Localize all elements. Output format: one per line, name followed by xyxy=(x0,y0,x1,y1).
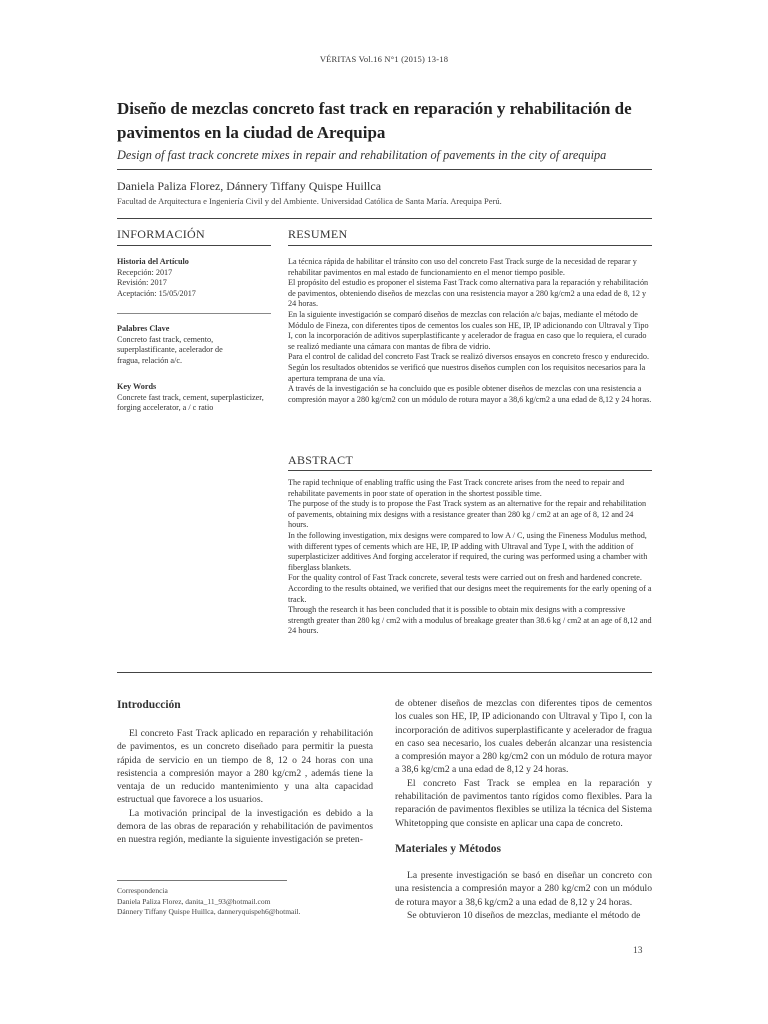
journal-header: VÉRITAS Vol.16 N°1 (2015) 13-18 xyxy=(319,54,449,64)
abstract-end-divider xyxy=(117,672,652,673)
methods-paragraph: Se obtuvieron 10 diseños de mezclas, mediante el método de xyxy=(407,909,641,921)
intro-right-column xyxy=(395,697,652,830)
abstract-paragraph: Through the research it has been concluded that it is possible to obtain mix designs with a compressive strength greater than 280 kg / cm2 with a modulus of breakage greater than 38.6 kg / cm2 at an age of 8,12 and 24 hours. xyxy=(288,605,652,636)
history-accepted: Aceptación: 15/05/2017 xyxy=(117,288,196,298)
methods-heading: Materiales y Métodos xyxy=(395,843,502,855)
authors: Daniela Paliza Florez, Dánnery Tiffany Quispe Huillca xyxy=(117,179,382,193)
intro-paragraph: El concreto Fast Track aplicado en reparación y rehabilitación de pavimentos, es un concreto diseñado para permitir la puesta rápida de servicio en un tiempo de 8, 12 o 24 horas con una resistencia a compresión mayor a 280 kg/cm2 , además tiene la ventaja de un reducido mantenimiento y una alta capacidad estructual que favorece a los usuarios. xyxy=(117,728,373,806)
resumen-paragraph: El propósito del estudio es proponer el sistema Fast Track como alternativa para la reparación y rehabilitación de pavimentos, obteniendo diseños de mezclas con una resistencia mayor a 280 kg/cm2 a una edad de 8, 12 y 24 horas. xyxy=(288,278,649,309)
intro-heading: Introducción xyxy=(117,699,181,711)
article-history xyxy=(117,257,271,299)
keywords-en-title: Key Words xyxy=(117,382,157,391)
keywords-es-text: Concreto fast track, cemento, superplastificante, acelerador de fragua, relación a/c. xyxy=(117,334,223,365)
abstract-body xyxy=(288,478,652,637)
footnote-label: Correspondencia xyxy=(117,886,168,895)
abstract-paragraph: The rapid technique of enabling traffic using the Fast Track concrete arises from the need to repair and rehabilitate pavements in poor state of operation in the shortest possible time. xyxy=(288,478,625,498)
article-title: Diseño de mezclas concreto fast track en reparación y rehabilitación de pavimentos en la ciudad de Arequipa xyxy=(117,99,632,142)
intro-paragraph: El concreto Fast Track se emplea en la reparación y rehabilitación de pavimentos tanto rígidos como flexibles. Para la reparación de pavimentos flexibles se utiliza la técnica del Sistema Whitetopping que consiste en aplicar una capa de concreto. xyxy=(395,777,652,829)
footnote-author-2: Dánnery Tiffany Quispe Huillca, danneryquispeh6@hotmail. xyxy=(117,907,301,916)
resumen-body xyxy=(288,257,652,405)
page-number: 13 xyxy=(633,946,643,956)
resumen-heading: RESUMEN xyxy=(288,227,348,241)
keywords-en xyxy=(117,382,271,414)
keywords-es-title: Palabres Clave xyxy=(117,324,170,333)
abstract-paragraph: For the quality control of Fast Track concrete, several tests were carried out on fresh and hardened concrete. According to the results obtained, we verified that our designs meet the requirements for the early opening of a track. xyxy=(288,573,652,604)
resumen-paragraph: A través de la investigación se ha concluido que es posible obtener diseños de mezclas con una resistencia a compresión mayor a 280 kg/cm2 con un módulo de rotura mayor a 38,6 kg/cm2 a una edad de 8,12 y 24 horas. xyxy=(288,384,652,404)
footnote-divider xyxy=(117,880,287,881)
keywords-es xyxy=(117,324,247,366)
keywords-en-text: Concrete fast track, cement, superplasticizer, forging accelerator, a / c ratio xyxy=(117,392,264,413)
history-title: Historia del Artículo xyxy=(117,257,189,266)
methods-body xyxy=(395,869,652,922)
intro-paragraph: de obtener diseños de mezclas con diferentes tipos de cementos los cuales son HE, IP, IP adicionando con Ultraval y Tipo I, con la incorporación de aditivos superplastificante y acelerador de fragua en caso sea necesario, los cuales deberán alcanzar una resistencia a compresión mayor a 280 kg/cm2 con un módulo de rotura mayor a 38,6 kg/cm2 a una edad de 8,12 y 24 horas. xyxy=(395,698,652,776)
intro-left-column xyxy=(117,727,373,847)
resumen-paragraph: La técnica rápida de habilitar el tránsito con uso del concreto Fast Track surge de la necesidad de reparar y rehabilitar pavimentos en mal estado de funcionamiento en el menor tiempo posible. xyxy=(288,257,637,277)
history-divider xyxy=(117,313,271,314)
footnote xyxy=(117,886,373,918)
affiliation: Facultad de Arquitectura e Ingeniería Civil y del Ambiente. Universidad Católica de Santa María. Arequipa Perú. xyxy=(117,196,502,206)
resumen-divider xyxy=(288,245,652,246)
authors-divider xyxy=(117,218,652,219)
history-revised: Revisión: 2017 xyxy=(117,278,167,288)
abstract-heading: ABSTRACT xyxy=(288,453,354,467)
article-subtitle: Design of fast track concrete mixes in repair and rehabilitation of pavements in the city of arequipa xyxy=(117,148,607,162)
abstract-paragraph: In the following investigation, mix designs were compared to low A / C, using the Fineness Modulus method, with different types of cements which are HE, IP, IP adding with Ultraval and Type I, with the addition of superplasticizer additives And forging accelerator if required, the curing was performed using a chamber with fiberglass blankets. xyxy=(288,530,648,572)
abstract-divider xyxy=(288,470,652,471)
info-divider xyxy=(117,245,271,246)
footnote-author-1: Daniela Paliza Florez, danita_11_93@hotmail.com xyxy=(117,896,271,906)
resumen-paragraph: En la siguiente investigación se comparó diseños de mezclas con relación a/c bajas, mediante el método de Módulo de Fineza, con diferentes tipos de cementos los cuales son HE, IP, IP adicionando con Ultraval y Tipo I, con la incorporación de aditivos superplastificante y acelerador de fragua en caso que lo requiera, el curado se realizó mediante una cámara con mantas de fibra de vidrio. xyxy=(288,309,649,351)
intro-paragraph: La motivación principal de la investigación es debido a la demora de las obras de reparación y rehabilitación de pavimentos en nuestra región, mediante la siguiente investigación se preten- xyxy=(117,807,373,846)
history-received: Recepción: 2017 xyxy=(117,267,173,277)
resumen-paragraph: Para el control de calidad del concreto Fast Track se realizó diversos ensayos en concreto fresco y endurecido. Según los resultados obtenidos se verificó que nuestros diseños cumplen con los requisitos necesarios para la apertura temprana de una vía. xyxy=(288,352,650,383)
abstract-paragraph: The purpose of the study is to propose the Fast Track system as an alternative for the repair and rehabilitation of pavements, obtaining mix designs with a resistance greater than 280 kg / cm2 at an age of 8, 12 and 24 hours. xyxy=(288,499,647,530)
methods-paragraph: La presente investigación se basó en diseñar un concreto con una resistencia a compresión mayor a 280 kg/cm2 con un módulo de rotura mayor a 38,6 kg/cm2 a una edad de 8,12 y 24 horas. xyxy=(395,870,652,908)
title-divider xyxy=(117,169,652,170)
info-heading: INFORMACIÓN xyxy=(117,227,205,241)
